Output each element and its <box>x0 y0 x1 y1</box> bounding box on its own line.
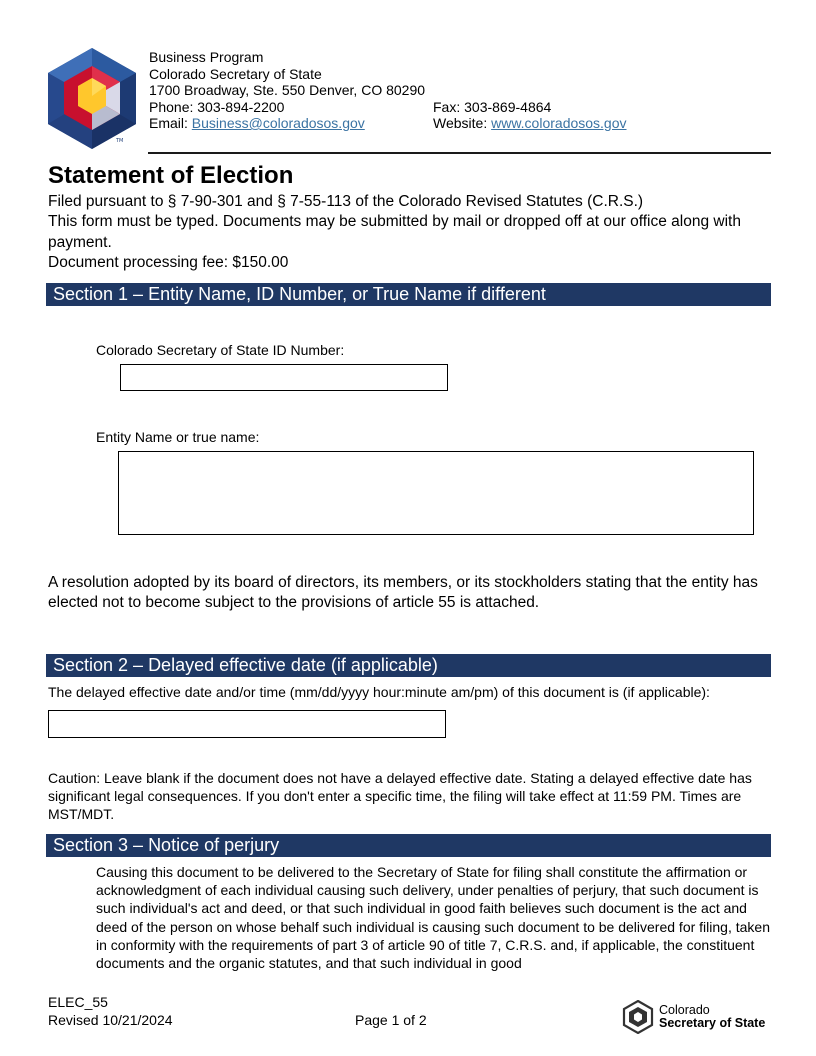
office-header <box>149 49 627 132</box>
website-line <box>433 115 627 132</box>
perjury-notice-text: Causing this document to be delivered to the Secretary of State for filing shall constitute the affirmation or acknowledgment of each individual causing such delivery, under penalties of perjury, that such document is such individual's act and deed, or that such individual in good faith believes such document is the act and deed of the person on whose behalf such individual is causing such document to be delivered for filing, taken in conformity with the requirements of part 3 of article 90 of title 7, C.R.S. and, if applicable, the constituent documents and the organic statutes, and that such individual in good <box>96 864 770 972</box>
revision-date: Revised 10/21/2024 <box>48 1012 173 1028</box>
instructions-text: This form must be typed. Documents may be submitted by mail or dropped off at our office along with payment. <box>48 213 741 251</box>
entity-name-label: Entity Name or true name: <box>96 429 260 445</box>
hexagon-logo-icon <box>622 1000 654 1034</box>
section-2-heading: Section 2 – Delayed effective date (if applicable) <box>46 654 771 677</box>
logo-colorado-text: Colorado <box>659 1003 710 1017</box>
page-number: Page 1 of 2 <box>355 1012 427 1028</box>
website-label: Website: <box>433 115 492 131</box>
email-line <box>149 115 433 132</box>
office-address: 1700 Broadway, Ste. 550 Denver, CO 80290 <box>149 82 426 98</box>
svg-text:TM: TM <box>116 138 124 144</box>
form-code: ELEC_55 <box>48 994 108 1010</box>
resolution-statement: A resolution adopted by its board of directors, its members, or its stockholders stating that the entity has elected not to become subject to the provisions of article 55 is attached. <box>48 574 758 612</box>
email-link[interactable]: Business@coloradosos.gov <box>191 115 365 131</box>
office-phone: Phone: 303-894-2200 <box>149 98 285 115</box>
header-divider <box>148 152 771 154</box>
email-label: Email: <box>149 115 192 131</box>
form-intro <box>48 192 773 273</box>
id-number-field[interactable] <box>120 364 448 391</box>
filed-pursuant-text: Filed pursuant to § 7-90-301 and § 7-55-113 of the Colorado Revised Statutes (C.R.S.) <box>48 193 644 210</box>
website-link[interactable]: www.coloradosos.gov <box>491 115 627 131</box>
delayed-date-label: The delayed effective date and/or time (mm/dd/yyyy hour:minute am/pm) of this document is (if applicable): <box>48 684 710 700</box>
fee-text: Document processing fee: $150.00 <box>48 253 289 271</box>
section-3-heading: Section 3 – Notice of perjury <box>46 834 771 857</box>
office-name: Colorado Secretary of State <box>149 65 322 82</box>
id-number-label: Colorado Secretary of State ID Number: <box>96 342 345 358</box>
program-name: Business Program <box>149 49 264 65</box>
entity-name-field[interactable] <box>118 451 754 535</box>
caution-text: Caution: Leave blank if the document does not have a delayed effective date. Stating a delayed effective date has significant legal consequences. If you don't enter a specific time, the filing will take effect at 11:59 PM. Times are MST/MDT. <box>48 770 752 823</box>
delayed-date-field[interactable] <box>48 710 446 738</box>
logo-sos-text: Secretary of State <box>659 1016 766 1030</box>
form-title: Statement of Election <box>48 162 294 189</box>
colorado-state-logo <box>46 46 138 152</box>
office-fax: Fax: 303-869-4864 <box>433 98 552 115</box>
secretary-of-state-logo <box>622 1000 772 1034</box>
section-1-heading: Section 1 – Entity Name, ID Number, or True Name if different <box>46 283 771 306</box>
